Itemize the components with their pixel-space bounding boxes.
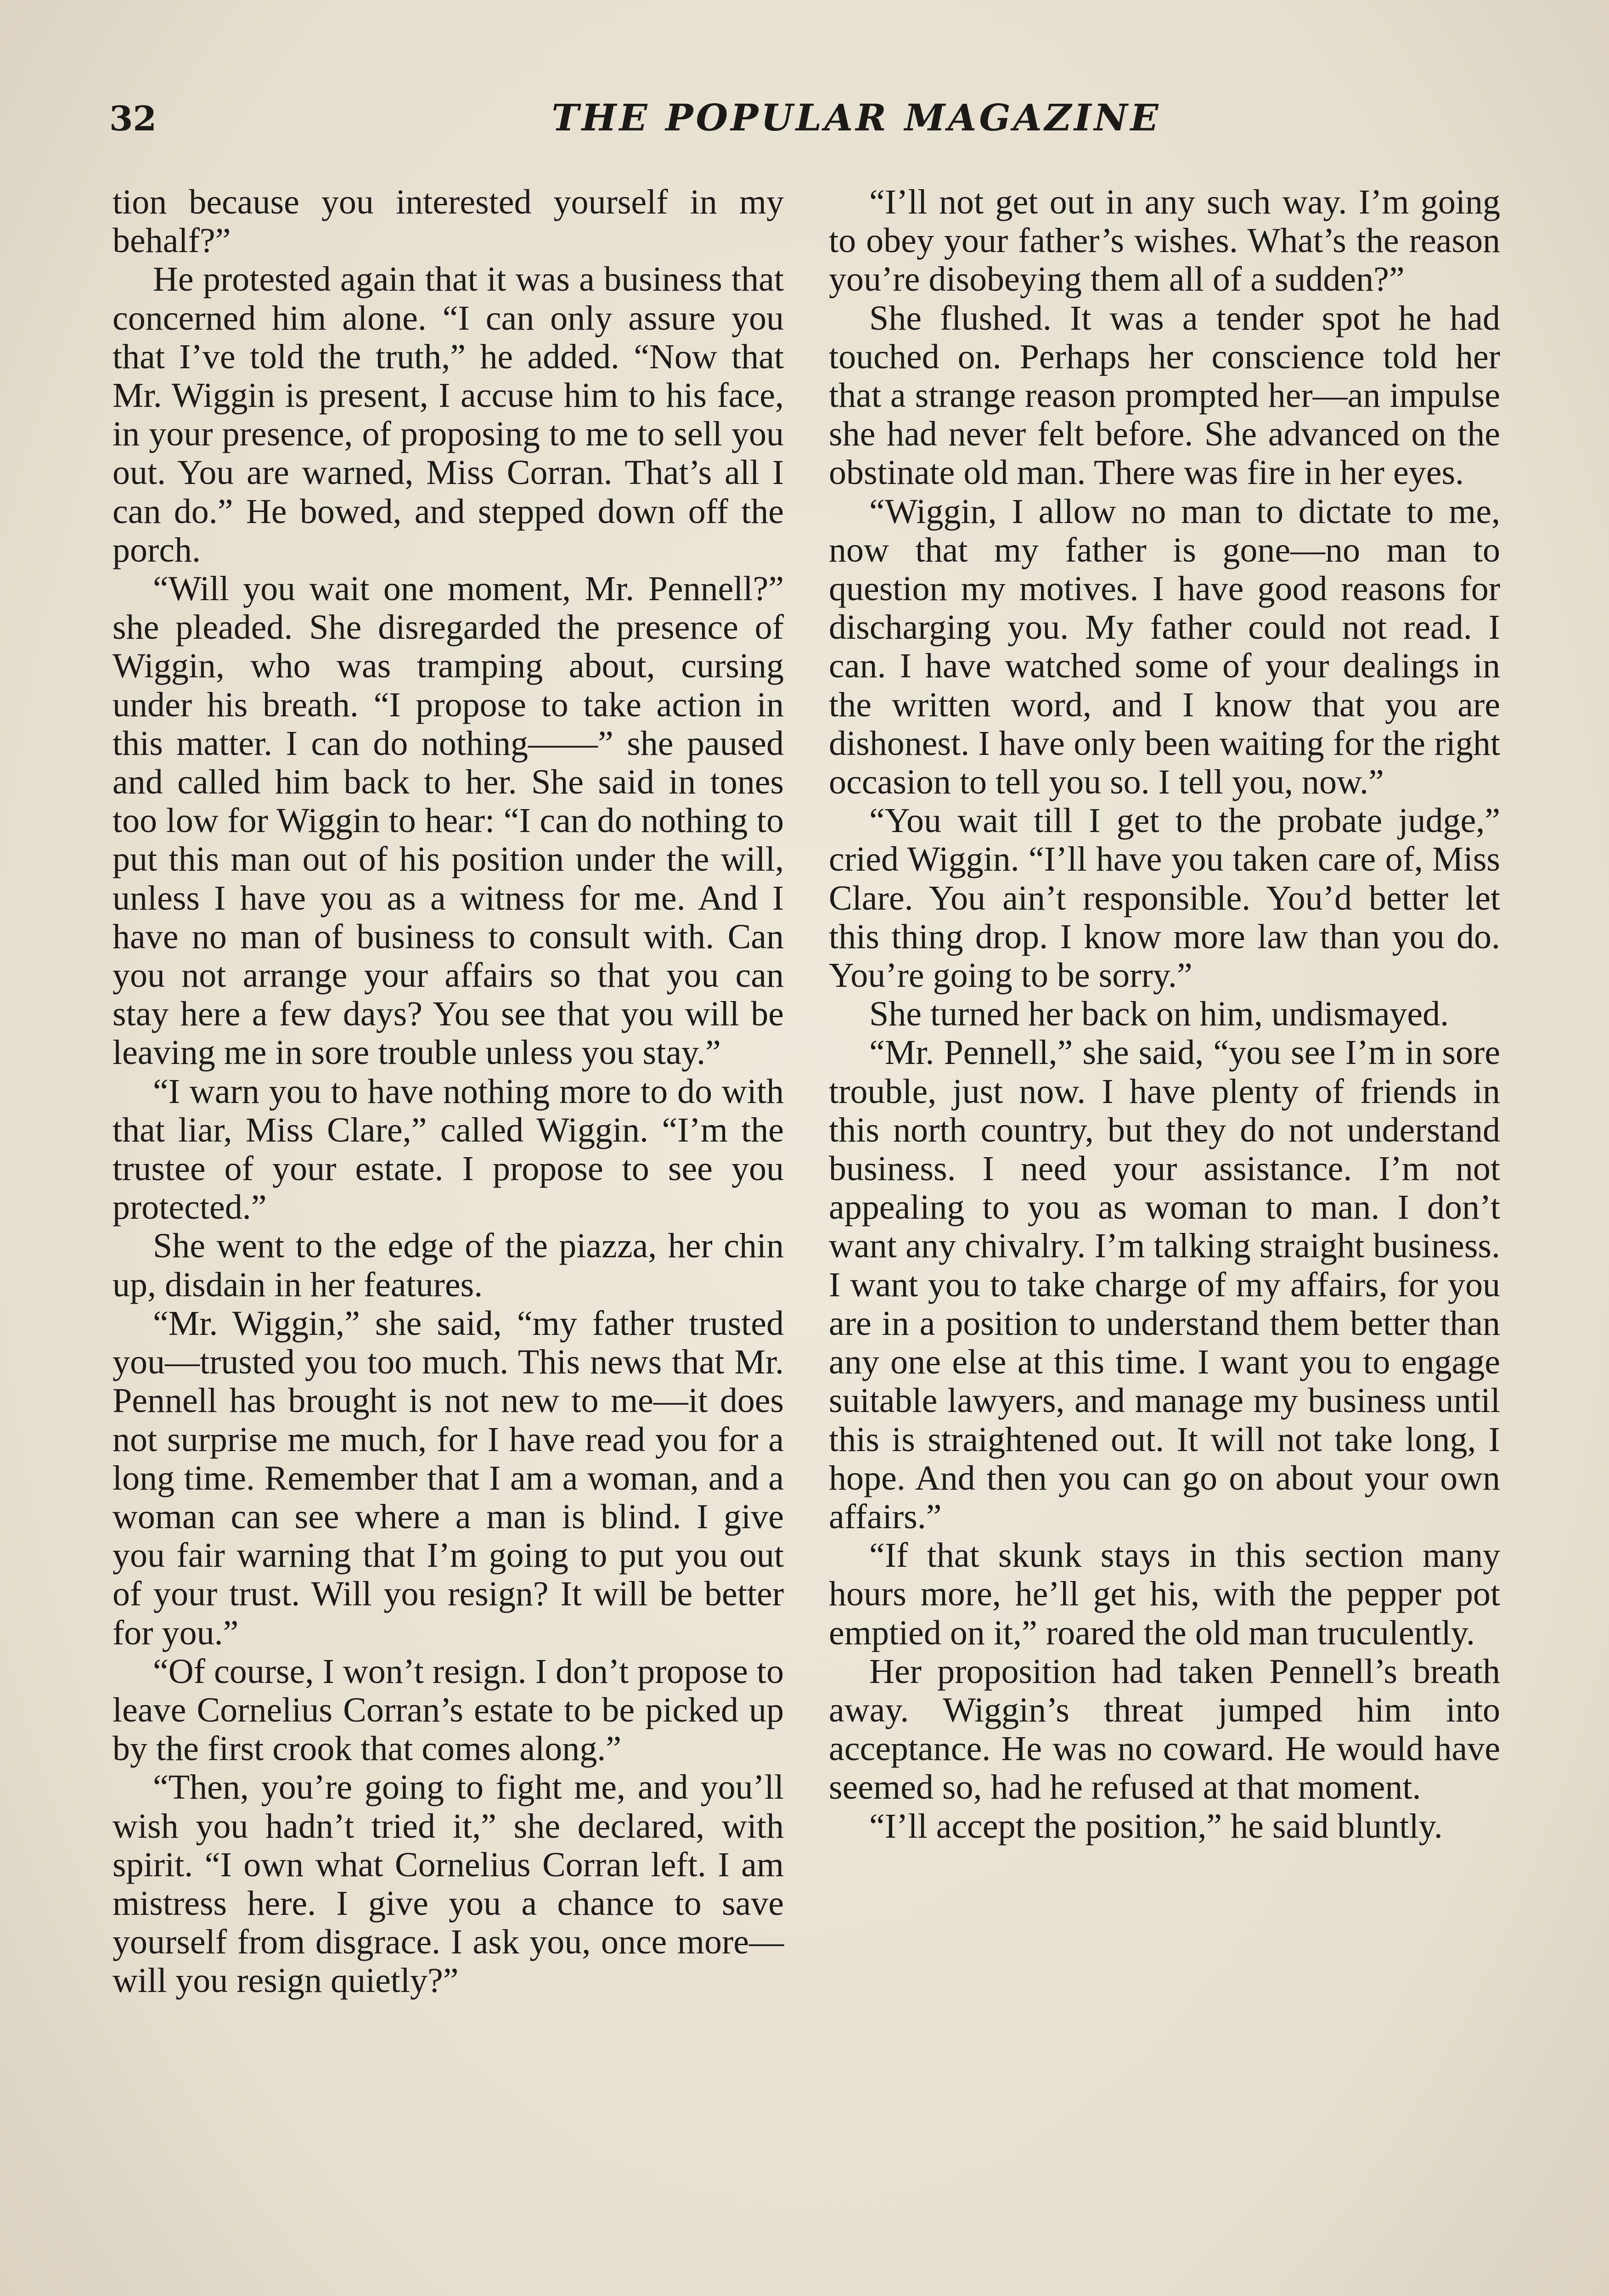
paragraph: tion because you interested yourself in my behalf?” (113, 183, 784, 260)
paragraph: “Will you wait one moment, Mr. Pennell?” she pleaded. She disregarded the presence of Wiggin, who was tramping about, cursing under his breath. “I propose to take action in this matter. I can do nothing——” she paused and called him back to her. She said in tones too low for Wiggin to hear: “I can do nothing to put this man out of his position under the will, unless I have you as a witness for me. And I have no man of business to consult with. Can you not arrange your affairs so that you can stay here a few days? You see that you will be leaving me in sore trouble unless you stay.” (113, 569, 784, 1072)
paragraph: “Mr. Pennell,” she said, “you see I’m in sore trouble, just now. I have plenty of friends in this north country, but they do not understand business. I need your assistance. I’m not appealing to you as woman to man. I don’t want any chivalry. I’m talking straight business. I want you to take charge of my affairs, for you are in a position to understand them better than any one else at this time. I want you to engage suitable lawyers, and manage my business until this is straightened out. It will not take long, I hope. And then you can go on about your own affairs.” (829, 1033, 1500, 1536)
paragraph: “Then, you’re going to fight me, and you’ll wish you hadn’t tried it,” she declared, with spirit. “I own what Cornelius Corran left. I am mistress here. I give you a chance to save yourself from disgrace. I ask you, once more—will you resign quietly?” (113, 1768, 784, 2000)
running-title: THE POPULAR MAGAZINE (551, 96, 1161, 139)
paragraph: He protested again that it was a business that concerned him alone. “I can only assure you that I’ve told the truth,” he added. “Now that Mr. Wiggin is present, I accuse him to his face, in your presence, of proposing to me to sell you out. You are warned, Miss Corran. That’s all I can do.” He bowed, and stepped down off the porch. (113, 260, 784, 569)
page-number: 32 (109, 99, 157, 139)
paragraph: She went to the edge of the piazza, her chin up, disdain in her features. (113, 1227, 784, 1304)
paragraph: “You wait till I get to the probate judge,” cried Wiggin. “I’ll have you taken care of, Miss Clare. You ain’t responsible. You’d better let this thing drop. I know more law than you do. You’re going to be sorry.” (829, 801, 1500, 995)
paragraph: “Mr. Wiggin,” she said, “my father trusted you—trusted you too much. This news that Mr. Pennell has brought is not new to me—it does not surprise me much, for I have read you for a long time. Remember that I am a woman, and a woman can see where a man is blind. I give you fair warning that I’m going to put you out of your trust. Will you resign? It will be better for you.” (113, 1304, 784, 1652)
paragraph: “Of course, I won’t resign. I don’t propose to leave Cornelius Corran’s estate to be picked up by the first crook that comes along.” (113, 1652, 784, 1768)
paragraph: “I’ll not get out in any such way. I’m going to obey your father’s wishes. What’s the reason you’re disobeying them all of a sudden?” (829, 183, 1500, 299)
paragraph: “I’ll accept the position,” he said bluntly. (869, 1806, 1443, 1846)
paragraph: “I warn you to have nothing more to do with that liar, Miss Clare,” called Wiggin. “I’m the trustee of your estate. I propose to see you protected.” (113, 1072, 784, 1227)
paragraph: “If that skunk stays in this section many hours more, he’ll get his, with the pepper pot emptied on it,” roared the old man truculently. (829, 1536, 1500, 1652)
paragraph: Her proposition had taken Pennell’s breath away. Wiggin’s threat jumped him into acceptance. He was no coward. He would have seemed so, had he refused at that moment. (829, 1652, 1500, 1807)
left-column (113, 183, 784, 2000)
paragraph: She turned her back on him, undismayed. (869, 995, 1449, 1034)
paragraph: She flushed. It was a tender spot he had touched on. Perhaps her conscience told her that a strange reason prompted her—an impulse she had never felt before. She advanced on the obstinate old man. There was fire in her eyes. (829, 298, 1500, 492)
right-column (829, 183, 1500, 1846)
paragraph: “Wiggin, I allow no man to dictate to me, now that my father is gone—no man to question my motives. I have good reasons for discharging you. My father could not read. I can. I have watched some of your dealings in the written word, and I know that you are dishonest. I have only been waiting for the right occasion to tell you so. I tell you, now.” (829, 492, 1500, 802)
